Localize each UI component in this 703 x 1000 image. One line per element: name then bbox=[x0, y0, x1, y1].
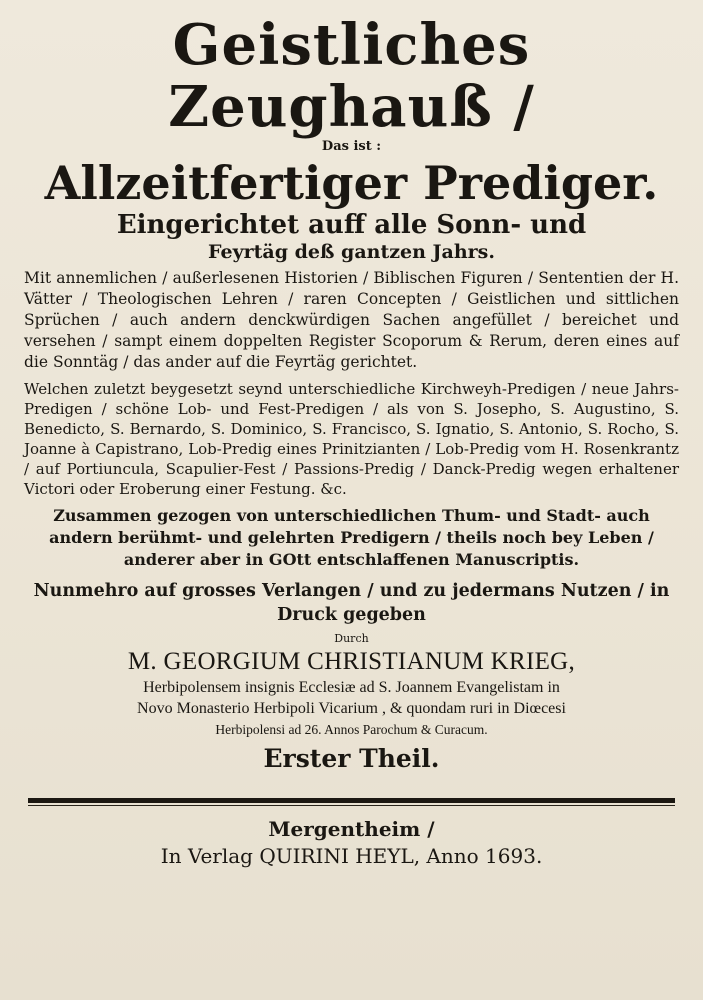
main-title: Geistliches Zeughauß / bbox=[168, 12, 535, 140]
sermons-paragraph: Welchen zuletzt beygesetzt seynd unterschiedliche Kirchweyh-Predigen / neue Jahrs-Predigen / schöne Lob- und Fest-Predigen / als von S. Josepho, S. Augustino, S. Benedicto, S. Bernardo, S. Dominico, S. Francisco, S. Ignatio, S. Antonio, S. Rocho, S. Joanne à Capistrano, Lob-Predig eines Prinitzianten / Lob-Predig vom H. Rosenkrantz / auf Portiuncula, Scapulier-Fest / Passions-Predig / Danck-Predig wegen erhaltener Victori oder Eroberung einer Festung. &c. bbox=[24, 380, 679, 498]
volume-label: Erster Theil. bbox=[263, 744, 440, 773]
das-ist-line: Das ist : bbox=[321, 139, 382, 154]
divider-thick bbox=[28, 798, 675, 803]
subtitle-line-1: Eingerichtet auff alle Sonn- und bbox=[116, 210, 587, 240]
secondary-title: Allzeitfertiger Prediger. bbox=[44, 156, 659, 210]
author-title-line-1: Herbipolensem insignis Ecclesiæ ad S. Joannem Evangelistam in bbox=[143, 679, 560, 696]
imprint-line: In Verlag QUIRINI HEYL, Anno 1693. bbox=[160, 844, 543, 868]
durch-label: Durch bbox=[334, 632, 369, 645]
place-of-publication: Mergentheim / bbox=[268, 817, 435, 841]
divider-thin bbox=[28, 805, 675, 806]
author-title-line-3: Herbipolensi ad 26. Annos Parochum & Curacum. bbox=[215, 722, 488, 737]
description-paragraph: Mit annemlichen / außerlesenen Historien / Biblischen Figuren / Sententien der H. Vätter / Theologischen Lehren / raren Concepten / Geistlichen und sittlichen Sprüchen / auch andern denckwürdigen Sachen angefüllet / bereichet und versehen / sampt einem doppelten Register Scoporum & Rerum, deren eines auf die Sonntäg / das ander auf die Feyrtäg gerichtet. bbox=[24, 269, 679, 371]
publication-paragraph: Nunmehro auf grosses Verlangen / und zu jedermans Nutzen / in Druck gegeben bbox=[33, 581, 670, 625]
author-title-line-2: Novo Monasterio Herbipoli Vicarium , & quondam ruri in Diœcesi bbox=[137, 700, 566, 717]
author-name: M. GEORGIUM CHRISTIANUM KRIEG, bbox=[127, 648, 576, 675]
subtitle-line-2: Feyrtäg deß gantzen Jahrs. bbox=[208, 241, 495, 263]
compiled-paragraph: Zusammen gezogen von unterschiedlichen Thum- und Stadt- auch andern berühmt- und gelehrten Predigern / theils noch bey Leben / anderer aber in GOtt entschlaffenen Manuscriptis. bbox=[49, 506, 654, 569]
